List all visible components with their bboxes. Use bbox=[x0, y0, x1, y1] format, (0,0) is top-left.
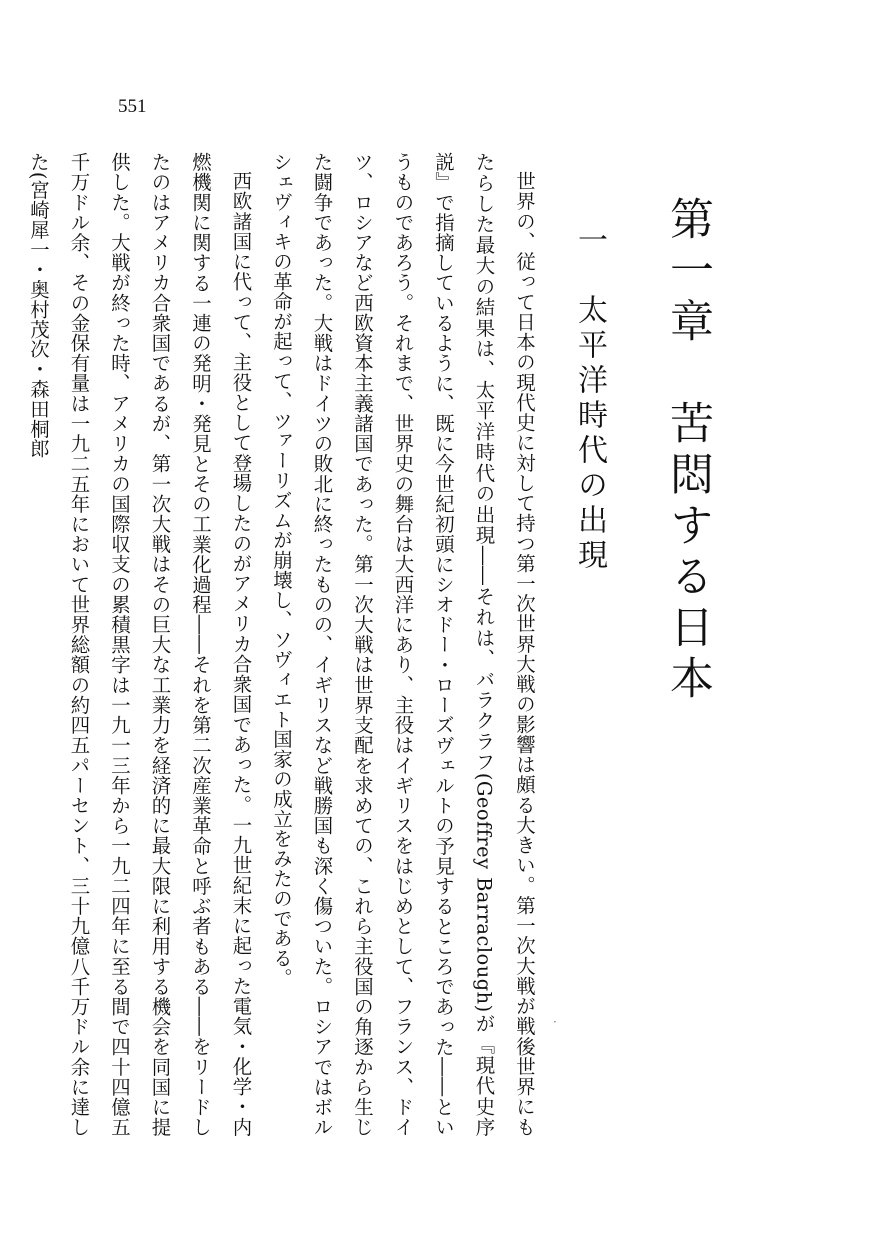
chapter-title: 第一章 苦悶する日本 bbox=[662, 196, 713, 706]
print-speck: · bbox=[553, 1015, 557, 1029]
paragraph: 西欧諸国に代って、主役として登場したのがアメリカ合衆国であった。一九世紀末に起った電気・化学・内燃機関に関する一連の発明・発見とその工業化過程――それを第二次産業革命と呼ぶ者もある――をリードしたのはアメリカ合衆国であるが、第一次大戦はその巨大な工業力を経済的に最大限に利用する機会を同国に提供した。大戦が終った時、アメリカの国際収支の累積黒字は一九一三年から一九二四年に至る間で四十四億五千万ドル余、その金保有量は一九二五年において世界総額の約四五パーセント、三十九億八千万ドル余に達した(宮崎犀一・奥村茂次・森田桐郎 bbox=[27, 152, 253, 1137]
paragraph: 世界の、従って日本の現代史に対して持つ第一次世界大戦の影響は頗る大きい。第一次大戦が戦後世界にもたらした最大の結果は、太平洋時代の出現――それは、バラクラフ(Geoffrey Barraclough)が『現代史序説』で指摘しているように、既に今世紀初頭にシオドー・ローズヴェルトの予見するところであった――というものであろう。それまで、世界史の舞台は大西洋にあり、主役はイギリスをはじめとして、フランス、ドイツ、ロシアなど西欧資本主義諸国であった。第一次大戦は世界支配を求めての、これら主役国の角逐から生じた闘争であった。大戦はドイツの敗北に終ったものの、イギリスなど戦勝国も深く傷ついた。ロシアではボルシェヴィキの革命が起って、ツァーリズムが崩壊し、ソヴィエト国家の成立をみたのである。 bbox=[270, 152, 536, 1137]
body-text bbox=[18, 152, 545, 1137]
page-number: 551 bbox=[118, 96, 147, 117]
section-title: 一 太平洋時代の出現 bbox=[572, 224, 607, 574]
